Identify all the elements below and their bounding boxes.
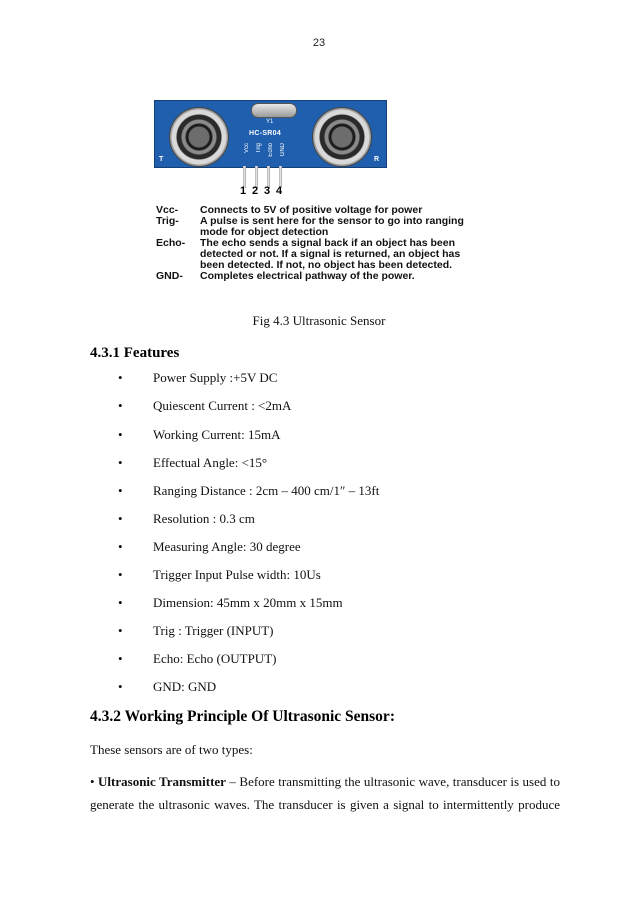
transmitter-transducer (169, 107, 229, 167)
pin-description-text: been detected. If not, no object has been detected. (200, 259, 453, 271)
bullet-icon: • (118, 623, 123, 638)
bullet-icon: • (118, 595, 123, 610)
transmitter-paragraph-line: generate the ultrasonic waves. The transducer is given a signal to intermittently produce (90, 797, 560, 812)
list-item (0, 455, 638, 475)
sensor-board-image (154, 100, 387, 168)
bullet-icon: • (118, 679, 123, 694)
list-item (0, 427, 638, 447)
intro-paragraph: These sensors are of two types: (90, 742, 253, 757)
feature-text: Echo: Echo (OUTPUT) (153, 651, 277, 666)
pin-description-text: Completes electrical pathway of the power. (200, 270, 415, 282)
pin-label-echo: Echo (268, 143, 274, 157)
feature-text: Ranging Distance : 2cm – 400 cm/1″ – 13ft (153, 483, 380, 498)
pin-description-gnd (156, 271, 415, 282)
list-item (0, 483, 638, 503)
crystal-label: Y1 (266, 119, 274, 125)
feature-text: Power Supply :+5V DC (153, 370, 278, 385)
list-item (0, 595, 638, 615)
receiver-transducer (312, 107, 372, 167)
feature-text: Dimension: 45mm x 20mm x 15mm (153, 595, 343, 610)
bullet-icon: • (118, 370, 123, 385)
pin-description-text: The echo sends a signal back if an object has been (200, 237, 455, 249)
pin-key: Vcc- (156, 204, 179, 216)
figure-caption: Fig 4.3 Ultrasonic Sensor (252, 313, 386, 328)
feature-text: Effectual Angle: <15° (153, 455, 268, 470)
bullet-icon: • (118, 427, 123, 442)
list-item (0, 623, 638, 643)
pin-description-text: A pulse is sent here for the sensor to go into ranging (200, 215, 464, 227)
feature-text: Quiescent Current : <2mA (153, 398, 292, 413)
list-item (0, 370, 638, 390)
bullet-icon: • (118, 539, 123, 554)
bullet-icon: • (90, 774, 99, 789)
pin-description-text: mode for object detection (200, 226, 329, 238)
pin-number: 2 (252, 185, 259, 197)
bullet-icon: • (118, 567, 123, 582)
list-item (0, 651, 638, 671)
feature-text: GND: GND (153, 679, 217, 694)
pin-number: 4 (276, 185, 283, 197)
list-item (0, 567, 638, 587)
features-heading: 4.3.1 Features (90, 345, 180, 361)
transmitter-paragraph-line (90, 770, 560, 793)
pin-key: Trig- (156, 215, 179, 227)
list-item (0, 511, 638, 531)
ultrasonic-sensor-figure (144, 98, 494, 288)
feature-text: Measuring Angle: 30 degree (153, 539, 301, 554)
receiver-marker: R (374, 156, 380, 163)
bullet-icon: • (118, 455, 123, 470)
pin-key: GND- (156, 270, 183, 282)
feature-text: Resolution : 0.3 cm (153, 511, 255, 526)
bullet-icon: • (118, 398, 123, 413)
transmitter-marker: T (159, 156, 164, 163)
pin-description-text: detected or not. If a signal is returned, an object has (200, 248, 461, 260)
list-item (0, 679, 638, 699)
pin-label-vcc: Vcc (244, 143, 250, 154)
feature-text: Trigger Input Pulse width: 10Us (153, 567, 321, 582)
page-number: 23 (312, 37, 326, 49)
pin-description-text: Connects to 5V of positive voltage for power (200, 204, 423, 216)
list-item (0, 539, 638, 559)
pin-key: Echo- (156, 237, 186, 249)
feature-text: Trig : Trigger (INPUT) (153, 623, 274, 638)
bullet-icon: • (118, 511, 123, 526)
model-label: HC-SR04 (249, 130, 282, 137)
transmitter-term: Ultrasonic Transmitter (98, 774, 226, 789)
working-principle-heading: 4.3.2 Working Principle Of Ultrasonic Sensor: (90, 708, 395, 725)
pin-number: 1 (240, 185, 247, 197)
pin-label-gnd: GND (280, 143, 286, 157)
bullet-icon: • (118, 483, 123, 498)
list-item (0, 398, 638, 418)
pin-label-trig: Trig (256, 143, 262, 154)
pin-number: 3 (264, 185, 271, 197)
feature-text: Working Current: 15mA (153, 427, 281, 442)
bullet-icon: • (118, 651, 123, 666)
crystal-oscillator (251, 103, 297, 118)
transmitter-text: – Before transmitting the ultrasonic wave, transducer is used to (225, 774, 560, 789)
